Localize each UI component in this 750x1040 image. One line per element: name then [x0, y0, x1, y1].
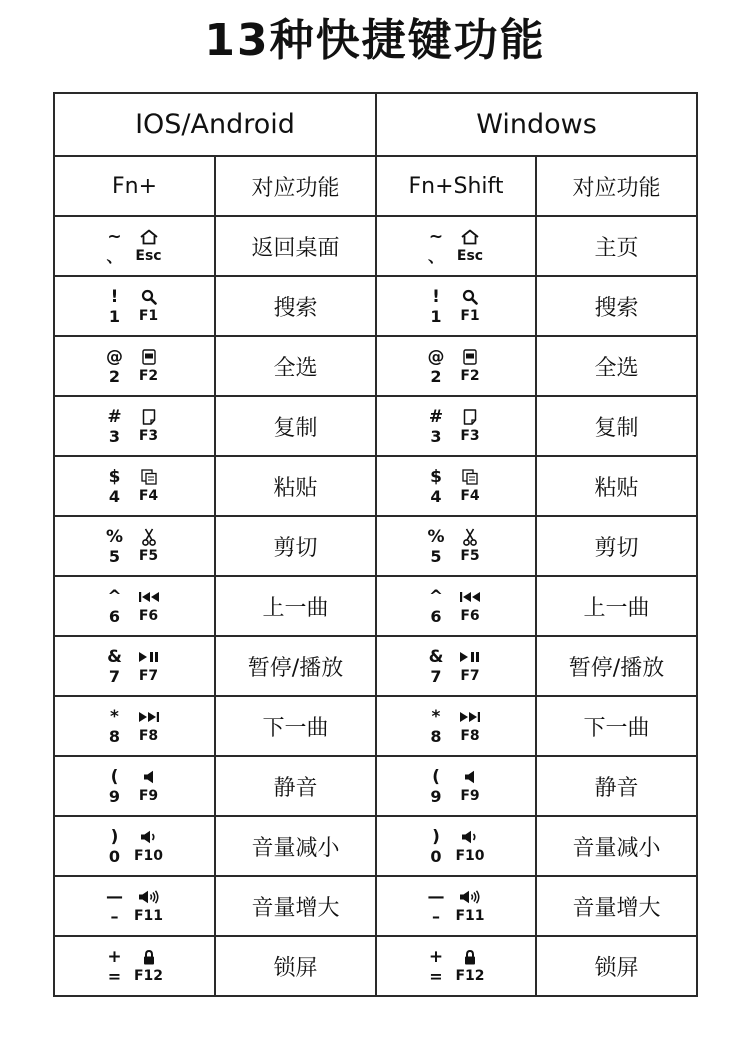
function-key-label: F5 — [138, 547, 159, 564]
next-track-icon — [129, 708, 169, 727]
key-base-symbol: 6 — [430, 606, 442, 626]
key-legend — [101, 828, 169, 866]
ios-function-label: 暂停/播放 — [215, 636, 376, 696]
ios-key-combo — [54, 516, 215, 576]
key-base-symbol: 4 — [430, 486, 442, 506]
key-shift-symbol: — — [427, 886, 445, 907]
table-row — [54, 516, 697, 576]
key-shift-symbol: $ — [108, 466, 121, 487]
ios-function-column-header: 对应功能 — [215, 156, 376, 216]
key-shift-symbol: ! — [110, 286, 119, 307]
function-key-label: F3 — [460, 427, 480, 444]
ios-function-label: 全选 — [215, 336, 376, 396]
ios-key-combo — [54, 876, 215, 936]
ios-key-combo — [54, 816, 215, 876]
windows-key-combo — [376, 936, 536, 996]
windows-function-label: 锁屏 — [536, 936, 697, 996]
previous-track-icon — [129, 588, 169, 607]
ios-function-label: 上一曲 — [215, 576, 376, 636]
key-legend — [422, 828, 490, 866]
key-base-symbol: 3 — [108, 426, 121, 446]
windows-key-combo — [376, 816, 536, 876]
key-shift-symbol: + — [428, 946, 444, 967]
key-legend — [101, 768, 169, 806]
key-base-symbol: 4 — [108, 486, 121, 506]
ios-key-combo — [54, 576, 215, 636]
table-row — [54, 276, 697, 336]
page-title: 13种快捷键功能 — [204, 15, 546, 66]
key-legend — [101, 468, 169, 506]
volume-up-icon — [129, 888, 169, 907]
table-row — [54, 636, 697, 696]
key-shift-symbol: # — [428, 406, 444, 427]
windows-function-label: 复制 — [536, 396, 697, 456]
key-legend — [101, 888, 169, 926]
key-shift-symbol: % — [105, 526, 124, 547]
key-shift-symbol: ) — [432, 826, 440, 847]
ios-function-label: 下一曲 — [215, 696, 376, 756]
key-base-symbol: 9 — [108, 786, 121, 806]
copy-icon — [450, 408, 490, 427]
table-row — [54, 816, 697, 876]
table-row — [54, 576, 697, 636]
windows-key-combo — [376, 636, 536, 696]
key-base-symbol: 、 — [427, 246, 444, 266]
windows-function-label: 音量减小 — [536, 816, 697, 876]
ios-function-label: 音量减小 — [215, 816, 376, 876]
key-shift-symbol: ~ — [107, 226, 122, 247]
mute-icon — [129, 768, 169, 787]
function-key-label: F1 — [460, 307, 480, 324]
ios-android-header: IOS/Android — [54, 93, 376, 156]
ios-key-combo — [54, 276, 215, 336]
function-key-label: Esc — [456, 247, 484, 264]
function-key-label: F2 — [460, 367, 480, 384]
key-shift-symbol: ( — [110, 766, 119, 787]
key-base-symbol: 2 — [108, 366, 121, 386]
function-key-label: F6 — [460, 607, 480, 624]
key-shift-symbol: + — [107, 946, 122, 967]
function-key-label: F9 — [138, 787, 159, 804]
windows-function-label: 全选 — [536, 336, 697, 396]
ios-key-combo — [54, 696, 215, 756]
function-key-label: F12 — [455, 967, 485, 984]
ios-key-combo — [54, 456, 215, 516]
key-legend — [101, 408, 169, 446]
windows-function-label: 上一曲 — [536, 576, 697, 636]
key-base-symbol: 1 — [430, 306, 442, 326]
key-legend — [422, 588, 490, 626]
windows-function-label: 音量增大 — [536, 876, 697, 936]
windows-function-label: 主页 — [536, 216, 697, 276]
os-header-row — [54, 93, 697, 156]
select-all-icon — [450, 348, 490, 367]
ios-function-label: 锁屏 — [215, 936, 376, 996]
key-legend — [422, 708, 490, 746]
windows-key-column-header: Fn+Shift — [376, 156, 536, 216]
key-legend — [422, 648, 490, 686]
key-shift-symbol: — — [106, 886, 123, 907]
key-base-symbol: 7 — [108, 666, 121, 686]
windows-key-combo — [376, 756, 536, 816]
key-legend — [422, 348, 490, 386]
next-track-icon — [450, 708, 490, 727]
key-base-symbol: = — [107, 966, 122, 986]
key-base-symbol: = — [429, 966, 443, 986]
key-base-symbol: 8 — [430, 726, 442, 746]
windows-function-label: 剪切 — [536, 516, 697, 576]
function-key-label: F3 — [138, 427, 159, 444]
key-legend — [422, 888, 490, 926]
windows-key-combo — [376, 576, 536, 636]
key-shift-symbol: @ — [106, 346, 123, 367]
key-shift-symbol: ! — [432, 286, 440, 307]
volume-down-icon — [129, 828, 169, 847]
key-legend — [422, 468, 490, 506]
key-base-symbol: 3 — [430, 426, 442, 446]
key-legend — [101, 288, 169, 326]
key-legend — [422, 408, 490, 446]
ios-function-label: 剪切 — [215, 516, 376, 576]
scissors-icon — [129, 528, 169, 547]
key-base-symbol: 9 — [430, 786, 442, 806]
ios-function-label: 搜索 — [215, 276, 376, 336]
function-key-label: F12 — [133, 967, 164, 984]
ios-function-label: 静音 — [215, 756, 376, 816]
ios-key-combo — [54, 336, 215, 396]
key-legend — [101, 348, 169, 386]
windows-function-label: 静音 — [536, 756, 697, 816]
copy-icon — [129, 408, 169, 427]
windows-key-combo — [376, 216, 536, 276]
table-row — [54, 456, 697, 516]
key-shift-symbol: @ — [427, 346, 445, 367]
table-row — [54, 936, 697, 996]
key-shift-symbol: ^ — [107, 586, 122, 607]
key-legend — [101, 708, 169, 746]
search-icon — [129, 288, 169, 307]
windows-key-combo — [376, 276, 536, 336]
ios-key-combo — [54, 936, 215, 996]
lock-icon — [129, 948, 169, 967]
key-shift-symbol: & — [428, 646, 444, 667]
play-pause-icon — [129, 648, 169, 667]
key-legend — [422, 288, 490, 326]
windows-key-combo — [376, 456, 536, 516]
column-header-row — [54, 156, 697, 216]
ios-function-label: 粘贴 — [215, 456, 376, 516]
home-icon — [129, 228, 169, 247]
windows-function-label: 暂停/播放 — [536, 636, 697, 696]
paste-icon — [450, 468, 490, 487]
function-key-label: F7 — [460, 667, 480, 684]
scissors-icon — [450, 528, 490, 547]
key-legend — [422, 768, 490, 806]
key-base-symbol: 、 — [106, 246, 123, 266]
function-key-label: F10 — [455, 847, 485, 864]
ios-function-label: 返回桌面 — [215, 216, 376, 276]
function-key-label: F6 — [138, 607, 159, 624]
function-key-label: Esc — [135, 247, 162, 264]
key-base-symbol: 0 — [108, 846, 121, 866]
key-legend — [101, 588, 169, 626]
key-shift-symbol: % — [427, 526, 445, 547]
windows-key-combo — [376, 336, 536, 396]
mute-icon — [450, 768, 490, 787]
function-key-label: F11 — [133, 907, 164, 924]
key-legend — [101, 648, 169, 686]
key-shift-symbol: ~ — [428, 226, 444, 247]
key-shift-symbol: ) — [110, 826, 119, 847]
key-base-symbol: 7 — [430, 666, 442, 686]
windows-function-column-header: 对应功能 — [536, 156, 697, 216]
key-shift-symbol: ^ — [428, 586, 444, 607]
paste-icon — [129, 468, 169, 487]
shortcut-table — [53, 92, 698, 997]
function-key-label: F9 — [460, 787, 480, 804]
function-key-label: F11 — [455, 907, 485, 924]
volume-down-icon — [450, 828, 490, 847]
function-key-label: F8 — [460, 727, 480, 744]
table-row — [54, 756, 697, 816]
function-key-label: F4 — [460, 487, 480, 504]
key-base-symbol: 0 — [430, 846, 442, 866]
key-base-symbol: – — [432, 906, 440, 926]
table-row — [54, 336, 697, 396]
key-base-symbol: 2 — [430, 366, 442, 386]
key-base-symbol: – — [110, 906, 119, 926]
windows-key-combo — [376, 696, 536, 756]
table-row — [54, 396, 697, 456]
function-key-label: F2 — [138, 367, 159, 384]
windows-key-combo — [376, 516, 536, 576]
select-all-icon — [129, 348, 169, 367]
windows-key-combo — [376, 396, 536, 456]
lock-icon — [450, 948, 490, 967]
key-base-symbol: 5 — [108, 546, 121, 566]
windows-function-label: 粘贴 — [536, 456, 697, 516]
function-key-label: F1 — [138, 307, 159, 324]
ios-key-combo — [54, 636, 215, 696]
ios-key-combo — [54, 756, 215, 816]
windows-function-label: 下一曲 — [536, 696, 697, 756]
table-row — [54, 216, 697, 276]
key-shift-symbol: * — [110, 706, 119, 727]
search-icon — [450, 288, 490, 307]
ios-key-combo — [54, 396, 215, 456]
table-row — [54, 876, 697, 936]
function-key-label: F8 — [138, 727, 159, 744]
windows-header: Windows — [376, 93, 697, 156]
function-key-label: F7 — [138, 667, 159, 684]
key-legend — [422, 948, 490, 986]
function-key-label: F4 — [138, 487, 159, 504]
table-row — [54, 696, 697, 756]
function-key-label: F10 — [133, 847, 164, 864]
play-pause-icon — [450, 648, 490, 667]
key-shift-symbol: & — [107, 646, 122, 667]
key-base-symbol: 5 — [430, 546, 442, 566]
ios-function-label: 音量增大 — [215, 876, 376, 936]
previous-track-icon — [450, 588, 490, 607]
key-base-symbol: 6 — [108, 606, 121, 626]
key-base-symbol: 8 — [108, 726, 121, 746]
home-icon — [450, 228, 490, 247]
key-legend — [101, 948, 169, 986]
volume-up-icon — [450, 888, 490, 907]
key-shift-symbol: * — [431, 706, 441, 727]
key-shift-symbol: ( — [432, 766, 440, 787]
ios-function-label: 复制 — [215, 396, 376, 456]
ios-key-combo — [54, 216, 215, 276]
ios-key-column-header: Fn+ — [54, 156, 215, 216]
key-legend — [101, 528, 169, 566]
key-base-symbol: 1 — [108, 306, 121, 326]
key-legend — [422, 528, 490, 566]
function-key-label: F5 — [460, 547, 480, 564]
key-shift-symbol: # — [107, 406, 122, 427]
key-shift-symbol: $ — [430, 466, 442, 487]
key-legend — [422, 228, 490, 266]
windows-function-label: 搜索 — [536, 276, 697, 336]
windows-key-combo — [376, 876, 536, 936]
key-legend — [101, 228, 169, 266]
